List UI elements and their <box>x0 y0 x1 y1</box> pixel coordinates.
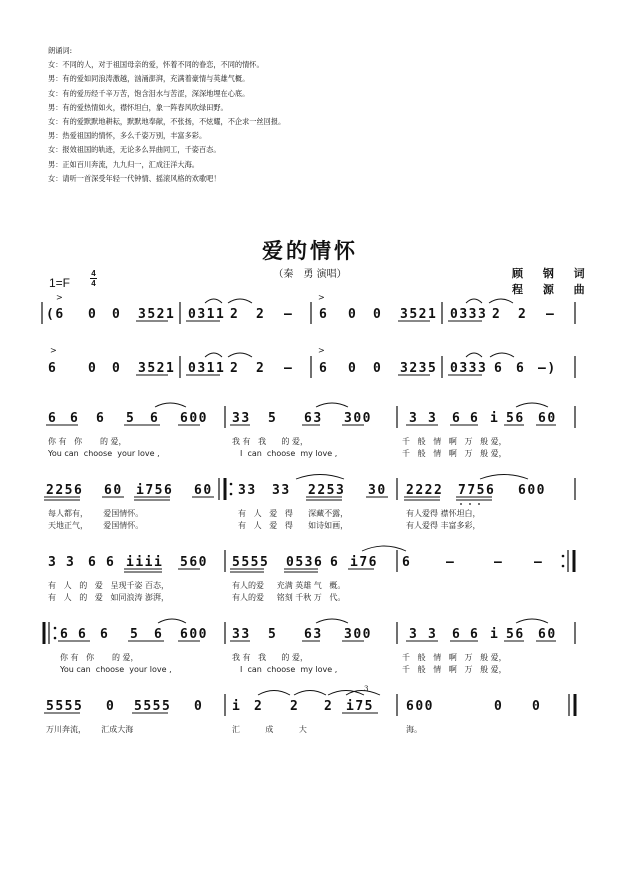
recitation-line: 男：正如百川奔流，九九归一，汇成汪洋大海。 <box>48 159 199 169</box>
note-group: 30 <box>368 483 387 498</box>
note-group: 6 <box>494 361 504 376</box>
svg-text:>: > <box>318 293 325 302</box>
lyric-line-2: 千 般 情 啊 万 般 爱， <box>402 449 507 458</box>
note-group: 6 <box>516 361 526 376</box>
lyric-line-2: I can choose my love , <box>240 449 338 458</box>
note-group: 2253 <box>308 483 346 498</box>
song-title: 爱的情怀 <box>262 238 358 263</box>
note-group: 600 <box>518 483 546 498</box>
note-group: i <box>232 699 242 714</box>
lyric-line: 万川奔流， 汇成大海 <box>46 725 134 734</box>
note-group: i76 <box>350 555 378 570</box>
note-group: 56 <box>506 411 525 426</box>
svg-text:3: 3 <box>364 685 369 693</box>
note-group: 6 <box>150 411 160 426</box>
lyric-line-2: 有人的爱 铭刻 千秋 万 代。 <box>232 593 346 602</box>
note-group: 0536 <box>286 555 324 570</box>
note-group: 6 <box>48 411 58 426</box>
note-group: i75 <box>346 699 374 714</box>
note-group: 60 <box>104 483 123 498</box>
note-group: 3521 <box>400 307 438 322</box>
song-subtitle: （秦 勇 演唱） <box>273 269 347 280</box>
note-group: 7756 <box>458 483 496 498</box>
lyric-line: 我 有 我 的 爱， <box>232 653 308 662</box>
note-group: 0 <box>348 307 358 322</box>
note-group: 0 <box>106 699 116 714</box>
note-group: 60 <box>538 627 557 642</box>
recitation-line: 女：请听一首深受年轻一代钟情、摇滚风格的欢歌吧！ <box>48 173 221 183</box>
lyric-line-2: 有人爱得 丰富多彩， <box>406 521 481 530</box>
lyric-line-2: 有 人 爱 得 如诗如画， <box>238 521 349 530</box>
composer-credit: 程 源 曲 <box>512 283 593 296</box>
note-group: 0 <box>348 361 358 376</box>
lyric-line-2: You can choose your love , <box>60 665 172 674</box>
note-group: 3 <box>48 555 58 570</box>
note-group: 6 <box>330 555 340 570</box>
note-group: 600 <box>406 699 434 714</box>
note-group: iiii <box>126 555 164 570</box>
svg-text:>: > <box>56 293 63 302</box>
note-group: 6 <box>106 555 116 570</box>
note-group: 6 <box>60 627 70 642</box>
note-group: 0 <box>88 361 98 376</box>
note-group: 0333 <box>450 361 488 376</box>
time-sig-top: 4 <box>91 269 96 278</box>
note-group: –) <box>538 361 557 376</box>
note-group: 5 <box>268 627 278 642</box>
note-group: – <box>446 555 456 570</box>
lyric-line-2: 天地正气， 爱国情怀。 <box>48 521 144 530</box>
lyric-line: 你 有 你 的 爱， <box>60 653 139 662</box>
note-group: 0 <box>112 361 122 376</box>
svg-text:>: > <box>318 346 325 355</box>
note-group: 6 <box>100 627 110 642</box>
lyric-line: 我 有 我 的 爱， <box>232 437 308 446</box>
note-group: 5555 <box>46 699 84 714</box>
note-group: – <box>284 307 294 322</box>
lyric-line: 海。 <box>406 725 422 734</box>
note-group: 6 <box>154 627 164 642</box>
key-signature: 1=F <box>49 276 71 290</box>
note-group: 60 <box>538 411 557 426</box>
recitation-line: 女：不同的人，对于祖国母亲的爱，怀着不同的眷恋，不同的情怀。 <box>48 60 264 70</box>
note-group: 6 <box>78 627 88 642</box>
lyric-line-2: 有 人 的 爱 如同浪涛 澎湃， <box>48 593 170 602</box>
note-group: 2 <box>518 307 528 322</box>
note-group: 5 <box>126 411 136 426</box>
note-group: – <box>494 555 504 570</box>
note-group: 33 <box>232 627 251 642</box>
lyric-line: 有人爱得 襟怀坦白， <box>406 509 481 518</box>
note-group: 2 <box>256 361 266 376</box>
note-group: 0 <box>532 699 542 714</box>
note-group: 33 <box>232 411 251 426</box>
note-group: 5555 <box>134 699 172 714</box>
lyric-line: 你 有 你 的 爱， <box>48 437 127 446</box>
note-group: – <box>284 361 294 376</box>
note-group: i756 <box>136 483 174 498</box>
lyricist-credit: 顾 钢 词 <box>512 267 593 280</box>
note-group: 6 <box>319 361 329 376</box>
note-group: 0 <box>194 699 204 714</box>
note-group: 6 <box>470 411 480 426</box>
recitation-line: 男：有的爱如同浪涛激越，汹涌澎湃，充满着豪情与英雄气概。 <box>48 74 250 84</box>
note-group: 5555 <box>232 555 270 570</box>
note-group: 5 <box>268 411 278 426</box>
recitation-heading: 朗诵词: <box>48 46 72 55</box>
note-group: i <box>490 627 500 642</box>
note-group: 33 <box>272 483 291 498</box>
note-group: (6 <box>46 307 65 322</box>
note-group: 6 <box>452 411 462 426</box>
note-group: 5 <box>130 627 140 642</box>
note-group: 63 <box>304 411 323 426</box>
note-group: 0 <box>88 307 98 322</box>
note-group: i <box>490 411 500 426</box>
lyric-line: 有人的爱 充满 英雄 气 概。 <box>232 581 346 590</box>
note-group: 600 <box>180 411 208 426</box>
note-group: 560 <box>180 555 208 570</box>
lyric-line: 汇 成 大 <box>232 725 307 734</box>
recitation-line: 男：热爱祖国的情怀，多么千姿万别，丰富多彩。 <box>48 131 207 141</box>
note-group: 60 <box>194 483 213 498</box>
note-group: 0311 <box>188 361 226 376</box>
recitation-line: 女：有的爱历经千辛万苦，饱含泪水与苦涩，深深地埋在心底。 <box>48 88 250 98</box>
note-group: 3235 <box>400 361 438 376</box>
lyric-line: 每人都有， 爱国情怀。 <box>48 509 144 518</box>
recitation-line: 男：有的爱热情如火，襟怀坦白，象一阵春风吹绿田野。 <box>48 102 228 112</box>
note-group: 3 <box>409 411 419 426</box>
recitation-line: 女：有的爱默默地耕耘，默默地奉献，不张扬，不炫耀，不企求一丝回报。 <box>48 117 286 127</box>
note-group: 3 <box>428 627 438 642</box>
lyric-line-2: I can choose my love , <box>240 665 338 674</box>
lyric-line-2: You can choose your love , <box>48 449 160 458</box>
note-group: 6 <box>70 411 80 426</box>
svg-text:>: > <box>50 346 57 355</box>
note-group: 0311 <box>188 307 226 322</box>
note-group: – <box>546 307 556 322</box>
note-group: 0 <box>373 361 383 376</box>
note-group: 0 <box>112 307 122 322</box>
note-group: 0 <box>373 307 383 322</box>
score-notes <box>46 307 557 735</box>
note-group: 600 <box>180 627 208 642</box>
note-group: 0 <box>494 699 504 714</box>
note-group: 2 <box>254 699 264 714</box>
note-group: 2 <box>290 699 300 714</box>
note-group: 33 <box>238 483 257 498</box>
time-sig-bottom: 4 <box>91 279 96 288</box>
note-group: 6 <box>48 361 58 376</box>
note-group: 2 <box>230 307 240 322</box>
note-group: 6 <box>402 555 412 570</box>
lyric-line: 千 般 情 啊 万 般 爱， <box>402 653 507 662</box>
note-group: 6 <box>470 627 480 642</box>
note-group: 3521 <box>138 307 176 322</box>
note-group: 3 <box>66 555 76 570</box>
note-group: 2 <box>492 307 502 322</box>
note-group: 0333 <box>450 307 488 322</box>
note-group: 56 <box>506 627 525 642</box>
note-group: 6 <box>319 307 329 322</box>
note-group: 6 <box>88 555 98 570</box>
lyric-line: 千 般 情 啊 万 般 爱， <box>402 437 507 446</box>
note-group: 63 <box>304 627 323 642</box>
note-group: 2 <box>230 361 240 376</box>
recitation-line: 女：报效祖国的轨迹，无论多么异曲同工，千姿百态。 <box>48 145 221 155</box>
lyric-line-2: 千 般 情 啊 万 般 爱， <box>402 665 507 674</box>
note-group: 300 <box>344 411 372 426</box>
lyric-line: 有 人 的 爱 呈现千姿 百态， <box>48 581 170 590</box>
note-group: 2 <box>256 307 266 322</box>
note-group: 6 <box>452 627 462 642</box>
note-group: 3 <box>409 627 419 642</box>
note-group: 3521 <box>138 361 176 376</box>
note-group: 2256 <box>46 483 84 498</box>
lyric-line: 有 人 爱 得 深藏不露， <box>238 509 349 518</box>
note-group: – <box>534 555 544 570</box>
note-group: 3 <box>428 411 438 426</box>
note-group: 2 <box>324 699 334 714</box>
note-group: 6 <box>96 411 106 426</box>
note-group: 300 <box>344 627 372 642</box>
note-group: 2222 <box>406 483 444 498</box>
